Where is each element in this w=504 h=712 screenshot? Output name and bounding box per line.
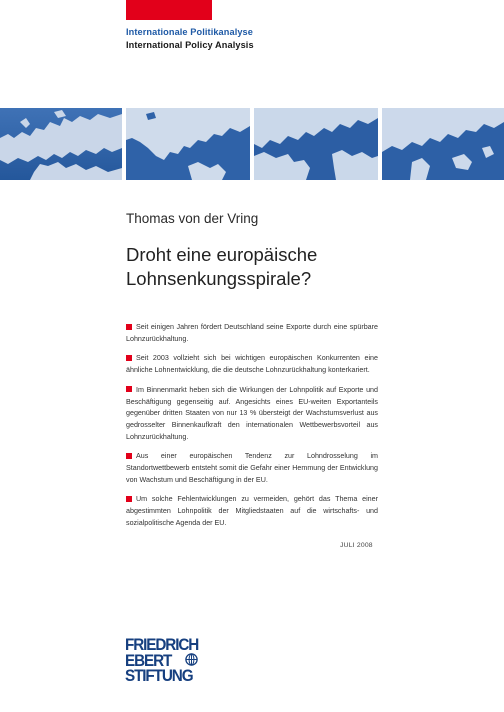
title-line-2: Lohnsenkungsspirale? xyxy=(126,268,312,289)
bullet-text: Seit einigen Jahren fördert Deutschland seine Exporte durch eine spürbare Lohnzurückhaltung. xyxy=(126,323,378,343)
bullet-text: Aus einer europäischen Tendenz zur Lohndrosselung im Standortwettbewerb entsteht somit die Gefahr einer Hemmung der Entwicklung von Wachstum und Beschäftigung in der EU. xyxy=(126,452,378,484)
map-panel-europe xyxy=(0,108,122,180)
red-square-icon xyxy=(126,496,132,502)
title-line-1: Droht eine europäische xyxy=(126,244,318,265)
summary-bullet xyxy=(126,494,378,529)
red-square-icon xyxy=(126,324,132,330)
document-title xyxy=(126,243,456,291)
map-panel-americas xyxy=(126,108,250,180)
summary-bullet xyxy=(126,353,378,376)
red-square-icon xyxy=(126,386,132,392)
series-title-english: International Policy Analysis xyxy=(126,40,254,50)
author-name: Thomas von der Vring xyxy=(126,211,259,226)
logo-line-2: EBERT xyxy=(125,650,172,670)
map-panel-middle-east xyxy=(254,108,378,180)
summary-bullet xyxy=(126,385,378,444)
publication-date: JULI 2008 xyxy=(340,542,373,549)
world-map-banner xyxy=(0,108,504,180)
logo-line-1: FRIEDRICH xyxy=(125,635,199,654)
summary-bullet xyxy=(126,322,378,345)
map-panel-asia xyxy=(382,108,504,180)
fes-logo xyxy=(125,637,213,684)
bullet-text: Seit 2003 vollzieht sich bei wichtigen europäischen Konkurrenten eine ähnliche Lohnentwicklung, die die deutsche Lohnzurückhaltung konterkariert. xyxy=(126,354,378,375)
red-square-icon xyxy=(126,355,132,361)
red-square-icon xyxy=(126,453,132,459)
bullet-text: Um solche Fehlentwicklungen zu vermeiden, gehört das Thema einer abgestimmten Lohnpolitik der Mitgliedstaaten auf die wirtschafts- und sozialpolitische Agenda der EU. xyxy=(126,495,378,527)
summary-bullet xyxy=(126,451,378,486)
summary-bullet-list xyxy=(126,322,378,538)
bullet-text: Im Binnenmarkt heben sich die Wirkungen der Lohnpolitik auf Exporte und Beschäftigung gegenseitig auf. Angesichts eines EU-weiten Exportanteils gegenüber dritten Staaten von nur 13 % übersteigt der Wachstumsverlust aus gedrosselter Binnenkaufkraft den internationalen Wettbewerbsvorteil aus Lohnzurückhaltung. xyxy=(126,385,378,441)
accent-bar xyxy=(126,0,212,20)
globe-icon xyxy=(185,653,198,666)
logo-line-3: STIFTUNG xyxy=(125,666,193,685)
series-title-german: Internationale Politikanalyse xyxy=(126,27,253,37)
